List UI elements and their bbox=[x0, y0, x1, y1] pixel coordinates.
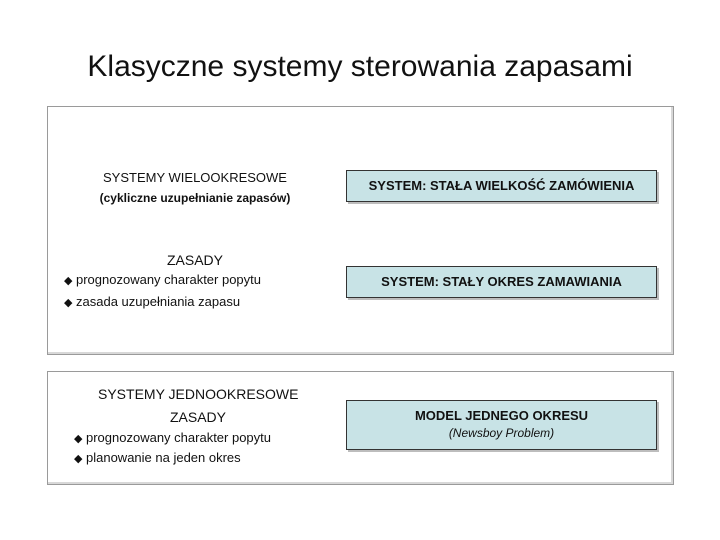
system-fixed-order-period-label: SYSTEM: STAŁY OKRES ZAMAWIANIA bbox=[381, 274, 622, 289]
multi-period-rules-label: ZASADY bbox=[166, 252, 223, 268]
single-period-rule-item: ◆ prognozowany charakter popytu bbox=[74, 430, 272, 445]
single-period-model-title: MODEL JEDNEGO OKRESU bbox=[414, 408, 589, 423]
system-fixed-order-period-box bbox=[346, 266, 657, 298]
system-fixed-order-quantity-box bbox=[346, 170, 657, 202]
system-fixed-order-quantity-label: SYSTEM: STAŁA WIELKOŚĆ ZAMÓWIENIA bbox=[368, 178, 635, 193]
single-period-rules-label: ZASADY bbox=[169, 409, 226, 425]
diamond-bullet-icon: ◆ bbox=[74, 453, 83, 465]
multi-period-rule-item: ◆ prognozowany charakter popytu bbox=[64, 272, 262, 287]
diamond-bullet-icon: ◆ bbox=[64, 275, 73, 287]
single-period-model-box bbox=[346, 400, 657, 450]
single-period-model-subtitle: (Newsboy Problem) bbox=[448, 426, 555, 440]
multi-period-panel bbox=[47, 106, 674, 355]
multi-period-rule-item: ◆ zasada uzupełniania zapasu bbox=[64, 294, 241, 309]
multi-period-heading: SYSTEMY WIELOOKRESOWE bbox=[103, 170, 287, 185]
single-period-heading: SYSTEMY JEDNOOKRESOWE bbox=[98, 386, 299, 402]
multi-period-subheading: (cykliczne uzupełnianie zapasów) bbox=[99, 191, 291, 205]
diamond-bullet-icon: ◆ bbox=[64, 297, 73, 309]
page-title: Klasyczne systemy sterowania zapasami bbox=[87, 50, 633, 83]
single-period-rule-item: ◆ planowanie na jeden okres bbox=[74, 450, 241, 465]
diamond-bullet-icon: ◆ bbox=[74, 433, 83, 445]
